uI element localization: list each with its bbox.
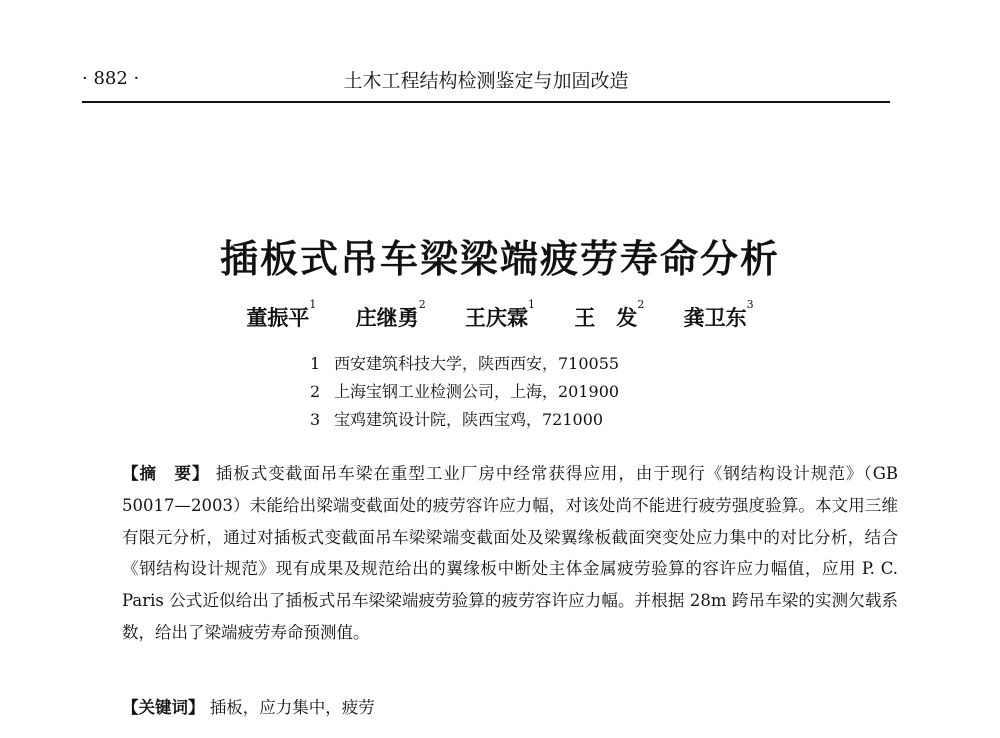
affiliation [310,350,619,378]
author-affiliation-mark: 1 [309,298,317,311]
header-rule [82,101,890,103]
affiliation-text: 宝鸡建筑设计院，陕西宝鸡，721000 [334,410,604,429]
author-affiliation-mark: 3 [746,298,754,311]
affiliation-number: 1 [310,354,321,373]
affiliation-text: 上海宝钢工业检测公司，上海，201900 [334,382,620,401]
keywords-text: 插板，应力集中，疲劳 [209,698,375,717]
keywords-label: 【关键词】 [122,698,205,717]
author-affiliation-mark: 2 [637,298,645,311]
running-header [82,66,890,98]
author [574,298,645,332]
abstract-label: 【摘 要】 [122,464,210,483]
author-list [0,298,1000,332]
journal-title: 土木工程结构检测鉴定与加固改造 [343,70,629,92]
author [246,298,317,332]
abstract [122,458,898,649]
affiliation-number: 2 [310,382,321,401]
author [355,298,426,332]
author-name: 董振平 [246,305,310,330]
paper-title: 插板式吊车梁梁端疲劳寿命分析 [219,236,780,281]
author-name: 庄继勇 [355,305,419,330]
author-name: 王庆霖 [465,305,528,330]
affiliation-text: 西安建筑科技大学，陕西西安，710055 [334,354,620,373]
author-affiliation-mark: 1 [528,298,535,311]
keywords [122,693,375,723]
affiliation [310,406,619,434]
author [683,298,754,332]
author-name: 王 发 [574,305,638,330]
page-number: · 882 · [82,68,140,89]
affiliation-number: 3 [310,410,321,429]
author [465,298,535,332]
abstract-text: 插板式变截面吊车梁在重型工业厂房中经常获得应用，由于现行《钢结构设计规范》（GB 50017—2003）未能给出梁端变截面处的疲劳容许应力幅，对该处尚不能进行疲劳强度验算。本文用三维有限元分析，通过对插板式变截面吊车梁梁端变截面处及梁翼缘板截面突变处应力集中的对比分析，结合《钢结构设计规范》现有成果及规范给出的翼缘板中断处主体金属疲劳验算的容许应力幅值，应用 P. C. Paris 公式近似给出了插板式吊车梁梁端疲劳验算的疲劳容许应力幅。并根据 28m 跨吊车梁的实测欠载系数，给出了梁端疲劳寿命预测值。 [122,464,898,642]
affiliation [310,378,619,406]
affiliation-list [310,350,619,434]
author-affiliation-mark: 2 [418,298,426,311]
author-name: 龚卫东 [683,305,747,330]
